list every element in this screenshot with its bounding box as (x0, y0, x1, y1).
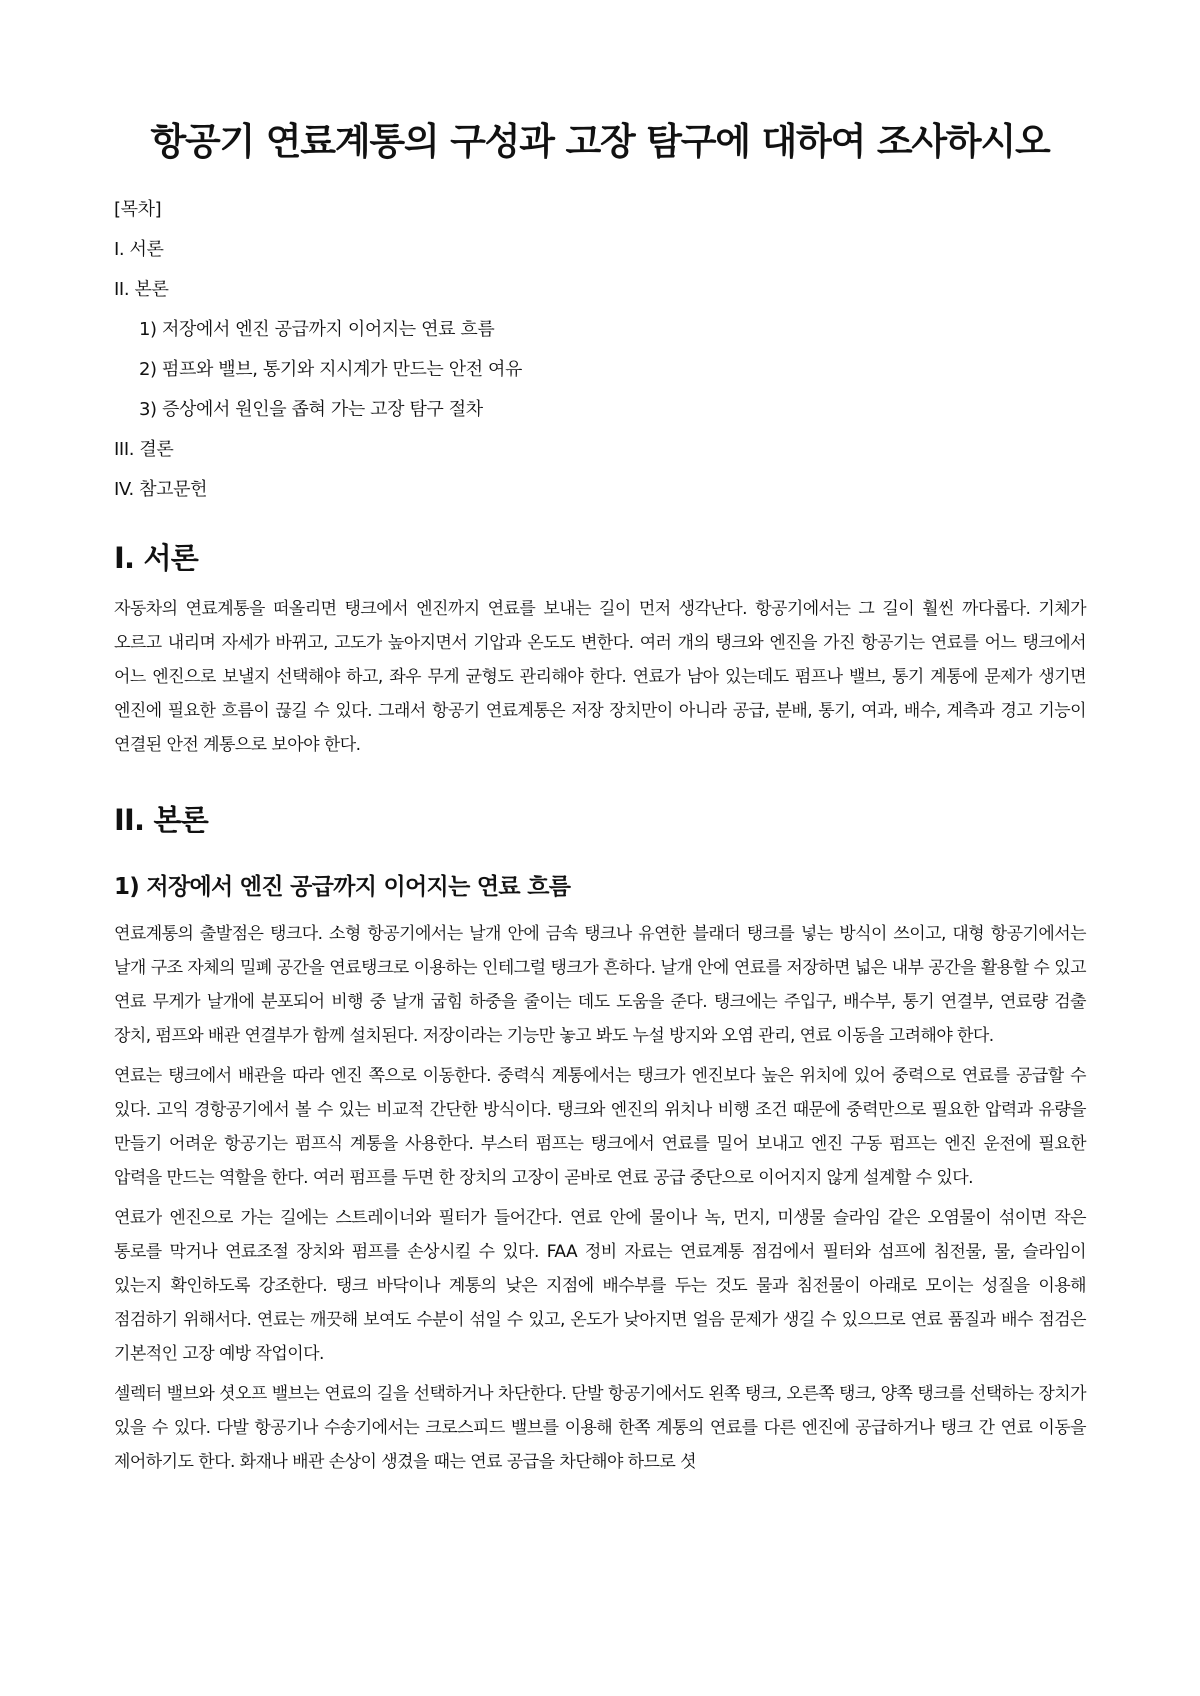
body-paragraph: 연료계통의 출발점은 탱크다. 소형 항공기에서는 날개 안에 금속 탱크나 유연한 블래더 탱크를 넣는 방식이 쓰이고, 대형 항공기에서는 날개 구조 자체의 밀폐 공간을 연료탱크로 이용하는 인테그럴 탱크가 흔하다. 날개 안에 연료를 저장하면 넓은 내부 공간을 활용할 수 있고 연료 무게가 날개에 분포되어 비행 중 날개 굽힘 하중을 줄이는 데도 도움을 준다. 탱크에는 주입구, 배수부, 통기 연결부, 연료량 검출 장치, 펌프와 배관 연결부가 함께 설치된다. 저장이라는 기능만 놓고 봐도 누설 방지와 오염 관리, 연료 이동을 고려해야 한다. (114, 924, 1086, 1047)
toc-item: I. 서론 (114, 239, 164, 261)
table-of-contents (114, 190, 1086, 510)
body-paragraph: 연료가 엔진으로 가는 길에는 스트레이너와 필터가 들어간다. 연료 안에 물이나 녹, 먼지, 미생물 슬라임 같은 오염물이 섞이면 작은 통로를 막거나 연료조절 장치와 펌프를 손상시킬 수 있다. FAA 정비 자료는 연료계통 점검에서 필터와 섬프에 침전물, 물, 슬라임이 있는지 확인하도록 강조한다. 탱크 바닥이나 계통의 낮은 지점에 배수부를 두는 것도 물과 침전물이 아래로 모이는 성질을 이용해 점검하기 위해서다. 연료는 깨끗해 보여도 수분이 섞일 수 있고, 온도가 낮아지면 얼음 문제가 생길 수 있으므로 연료 품질과 배수 점검은 기본적인 고장 예방 작업이다. (114, 1208, 1086, 1365)
toc-subitem: 2) 펌프와 밸브, 통기와 지시계가 만드는 안전 여유 (139, 359, 523, 381)
body-paragraph: 연료는 탱크에서 배관을 따라 엔진 쪽으로 이동한다. 중력식 계통에서는 탱크가 엔진보다 높은 위치에 있어 중력으로 연료를 공급할 수 있다. 고익 경항공기에서 볼 수 있는 비교적 간단한 방식이다. 탱크와 엔진의 위치나 비행 조건 때문에 중력만으로 필요한 압력과 유량을 만들기 어려운 항공기는 펌프식 계통을 사용한다. 부스터 펌프는 탱크에서 연료를 밀어 보내고 엔진 구동 펌프는 엔진 운전에 필요한 압력을 만드는 역할을 한다. 여러 펌프를 두면 한 장치의 고장이 곧바로 연료 공급 중단으로 이어지지 않게 설계할 수 있다. (114, 1066, 1086, 1189)
toc-heading: [목차] (114, 199, 162, 221)
toc-subitem: 3) 증상에서 원인을 좁혀 가는 고장 탐구 절차 (139, 399, 483, 421)
section-heading-intro: I. 서론 (114, 541, 198, 576)
toc-item: II. 본론 (114, 279, 169, 301)
intro-paragraph: 자동차의 연료계통을 떠올리면 탱크에서 엔진까지 연료를 보내는 길이 먼저 생각난다. 항공기에서는 그 길이 훨씬 까다롭다. 기체가 오르고 내리며 자세가 바뀌고, 고도가 높아지면서 기압과 온도도 변한다. 여러 개의 탱크와 엔진을 가진 항공기는 연료를 어느 탱크에서 어느 엔진으로 보낼지 선택해야 하고, 좌우 무게 균형도 관리해야 한다. 연료가 남아 있는데도 펌프나 밸브, 통기 계통에 문제가 생기면 엔진에 필요한 흐름이 끊길 수 있다. 그래서 항공기 연료계통은 저장 장치만이 아니라 공급, 분배, 통기, 여과, 배수, 계측과 경고 기능이 연결된 안전 계통으로 보아야 한다. (114, 598, 1086, 755)
body-paragraph: 셀렉터 밸브와 셧오프 밸브는 연료의 길을 선택하거나 차단한다. 단발 항공기에서도 왼쪽 탱크, 오른쪽 탱크, 양쪽 탱크를 선택하는 장치가 있을 수 있다. 다발 항공기나 수송기에서는 크로스피드 밸브를 이용해 한쪽 계통의 연료를 다른 엔진에 공급하거나 탱크 간 연료 이동을 제어하기도 한다. 화재나 배관 손상이 생겼을 때는 연료 공급을 차단해야 하므로 셧 (114, 1384, 1086, 1473)
toc-item: III. 결론 (114, 439, 174, 461)
toc-subitem: 1) 저장에서 엔진 공급까지 이어지는 연료 흐름 (139, 319, 495, 341)
toc-item: IV. 참고문헌 (114, 479, 208, 501)
section-heading-body: II. 본론 (114, 802, 208, 837)
section-spacer (114, 768, 1086, 790)
document-title: 항공기 연료계통의 구성과 고장 탐구에 대하여 조사하시오 (150, 120, 1050, 163)
subsection-heading-1: 1) 저장에서 엔진 공급까지 이어지는 연료 흐름 (114, 874, 571, 901)
